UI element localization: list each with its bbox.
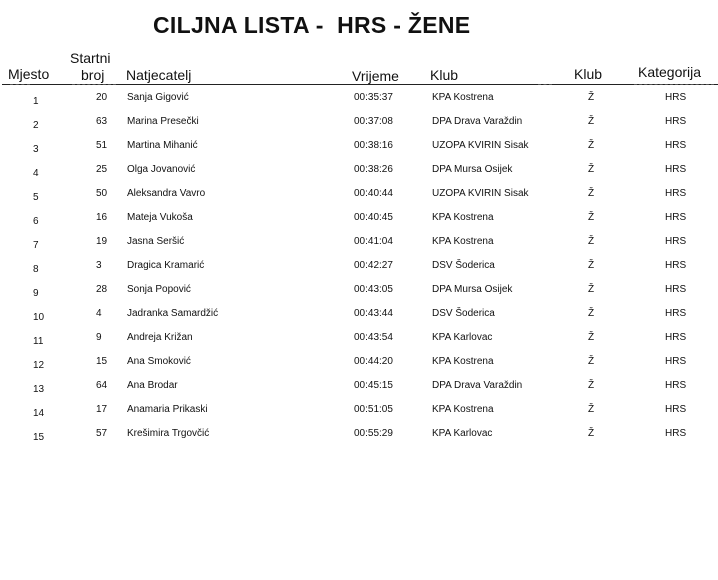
cell-start-number: 9	[96, 332, 102, 343]
cell-competitor: Ana Smoković	[127, 356, 191, 367]
header-dash	[10, 84, 30, 85]
cell-competitor: Krešimira Trgovčić	[127, 428, 210, 439]
cell-club-gender: Ž	[588, 236, 595, 247]
cell-start-number: 25	[96, 164, 108, 175]
table-row	[0, 186, 718, 210]
cell-start-number: 28	[96, 284, 108, 295]
cell-category: HRS	[665, 356, 687, 367]
cell-category: HRS	[665, 380, 687, 391]
cell-place: 12	[33, 360, 45, 371]
cell-time: 00:43:54	[354, 332, 393, 343]
cell-club-gender: Ž	[588, 332, 595, 343]
cell-club: DSV Šoderica	[432, 260, 495, 271]
cell-place: 5	[33, 192, 39, 203]
cell-competitor: Jadranka Samardžić	[127, 308, 219, 319]
cell-club-gender: Ž	[588, 428, 595, 439]
cell-place: 14	[33, 408, 45, 419]
header-club-2: Klub	[574, 66, 603, 82]
cell-category: HRS	[665, 404, 687, 415]
table-row	[0, 378, 718, 402]
cell-place: 2	[33, 120, 39, 131]
cell-competitor: Marina Presečki	[127, 116, 199, 127]
cell-club-gender: Ž	[588, 404, 595, 415]
cell-category: HRS	[665, 260, 687, 271]
cell-club-gender: Ž	[588, 356, 595, 367]
table-row	[0, 426, 718, 450]
cell-category: HRS	[665, 308, 687, 319]
cell-time: 00:40:44	[354, 188, 393, 199]
cell-club: DPA Mursa Osijek	[432, 284, 513, 295]
cell-start-number: 19	[96, 236, 108, 247]
header-club: Klub	[430, 67, 459, 83]
cell-club: KPA Kostrena	[432, 356, 494, 367]
table-row	[0, 258, 718, 282]
cell-time: 00:44:20	[354, 356, 393, 367]
header-dash	[538, 84, 552, 85]
table-row	[0, 114, 718, 138]
cell-category: HRS	[665, 332, 687, 343]
table-row	[0, 282, 718, 306]
cell-category: HRS	[665, 92, 687, 103]
cell-place: 13	[33, 384, 45, 395]
table-row	[0, 162, 718, 186]
cell-time: 00:38:26	[354, 164, 393, 175]
cell-time: 00:38:16	[354, 140, 393, 151]
cell-time: 00:35:37	[354, 92, 393, 103]
cell-start-number: 63	[96, 116, 108, 127]
cell-club: UZOPA KVIRIN Sisak	[432, 188, 529, 199]
cell-club: DPA Mursa Osijek	[432, 164, 513, 175]
cell-competitor: Olga Jovanović	[127, 164, 196, 175]
table-row	[0, 354, 718, 378]
cell-time: 00:40:45	[354, 212, 393, 223]
header-start-top: Startni	[70, 50, 111, 66]
cell-club-gender: Ž	[588, 380, 595, 391]
cell-category: HRS	[665, 236, 687, 247]
cell-club: KPA Kostrena	[432, 212, 494, 223]
header-place: Mjesto	[8, 66, 50, 82]
cell-start-number: 20	[96, 92, 108, 103]
cell-competitor: Mateja Vukoša	[127, 212, 193, 223]
page-title: CILJNA LISTA - HRS - ŽENE	[153, 12, 471, 38]
cell-place: 15	[33, 432, 45, 443]
cell-club-gender: Ž	[588, 212, 595, 223]
header-dash	[634, 84, 714, 85]
cell-category: HRS	[665, 164, 687, 175]
cell-competitor: Anamaria Prikaski	[127, 404, 208, 415]
cell-club-gender: Ž	[588, 260, 595, 271]
table-row	[0, 330, 718, 354]
cell-category: HRS	[665, 140, 687, 151]
cell-time: 00:43:44	[354, 308, 393, 319]
cell-place: 9	[33, 288, 39, 299]
cell-place: 6	[33, 216, 39, 227]
cell-place: 4	[33, 168, 39, 179]
cell-start-number: 3	[96, 260, 102, 271]
cell-place: 3	[33, 144, 39, 155]
table-row	[0, 138, 718, 162]
cell-club: DSV Šoderica	[432, 308, 495, 319]
cell-club: KPA Kostrena	[432, 92, 494, 103]
cell-club-gender: Ž	[588, 116, 595, 127]
cell-club-gender: Ž	[588, 188, 595, 199]
cell-start-number: 4	[96, 308, 102, 319]
cell-competitor: Ana Brodar	[127, 380, 178, 391]
cell-club: KPA Karlovac	[432, 428, 493, 439]
cell-club: DPA Drava Varaždin	[432, 116, 523, 127]
cell-place: 10	[33, 312, 45, 323]
cell-club: DPA Drava Varaždin	[432, 380, 523, 391]
table-row	[0, 210, 718, 234]
table-row	[0, 402, 718, 426]
cell-category: HRS	[665, 284, 687, 295]
cell-category: HRS	[665, 428, 687, 439]
cell-club: UZOPA KVIRIN Sisak	[432, 140, 529, 151]
header-time: Vrijeme	[352, 68, 399, 84]
cell-time: 00:37:08	[354, 116, 393, 127]
cell-start-number: 50	[96, 188, 108, 199]
cell-club: KPA Kostrena	[432, 404, 494, 415]
cell-category: HRS	[665, 212, 687, 223]
cell-competitor: Jasna Seršić	[127, 236, 185, 247]
cell-competitor: Aleksandra Vavro	[127, 188, 206, 199]
table-row	[0, 90, 718, 114]
cell-start-number: 51	[96, 140, 108, 151]
table-row	[0, 234, 718, 258]
cell-club-gender: Ž	[588, 308, 595, 319]
cell-start-number: 15	[96, 356, 108, 367]
cell-club-gender: Ž	[588, 92, 595, 103]
cell-time: 00:43:05	[354, 284, 393, 295]
cell-category: HRS	[665, 188, 687, 199]
cell-start-number: 64	[96, 380, 108, 391]
cell-club-gender: Ž	[588, 284, 595, 295]
cell-time: 00:42:27	[354, 260, 393, 271]
cell-start-number: 16	[96, 212, 108, 223]
header-dash	[72, 84, 116, 85]
header-start-bottom: broj	[81, 67, 105, 83]
cell-competitor: Dragica Kramarić	[127, 260, 205, 271]
cell-competitor: Andreja Križan	[127, 332, 193, 343]
header-category: Kategorija	[638, 64, 702, 80]
cell-time: 00:45:15	[354, 380, 393, 391]
cell-time: 00:41:04	[354, 236, 393, 247]
results-table	[0, 90, 718, 450]
cell-place: 1	[33, 96, 39, 107]
cell-place: 8	[33, 264, 39, 275]
cell-time: 00:51:05	[354, 404, 393, 415]
cell-club-gender: Ž	[588, 140, 595, 151]
cell-place: 11	[33, 336, 44, 347]
cell-club: KPA Kostrena	[432, 236, 494, 247]
cell-category: HRS	[665, 116, 687, 127]
cell-start-number: 57	[96, 428, 108, 439]
cell-place: 7	[33, 240, 39, 251]
cell-competitor: Martina Mihanić	[127, 140, 198, 151]
cell-club: KPA Karlovac	[432, 332, 493, 343]
cell-club-gender: Ž	[588, 164, 595, 175]
table-row	[0, 306, 718, 330]
cell-start-number: 17	[96, 404, 108, 415]
header-name: Natjecatelj	[126, 67, 192, 83]
cell-time: 00:55:29	[354, 428, 393, 439]
cell-competitor: Sanja Gigović	[127, 92, 189, 103]
cell-competitor: Sonja Popović	[127, 284, 191, 295]
